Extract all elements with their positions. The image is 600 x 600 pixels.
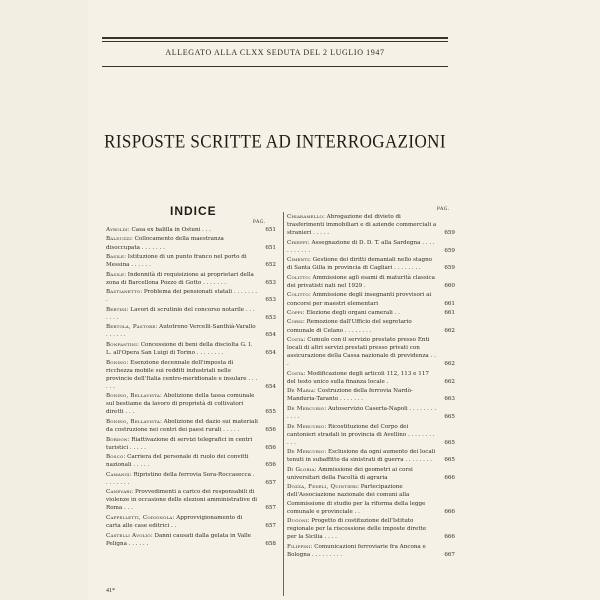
entry-page-number: 651 <box>265 244 276 251</box>
entry-name: Costa <box>287 337 304 344</box>
entry-name: Coppi <box>287 309 303 316</box>
index-entry <box>287 405 455 421</box>
entry-subject: : Danni causati dalla gelata in Valle Peligna . . . . . . <box>106 532 252 547</box>
page-title: RISPOSTE SCRITTE AD INTERROGAZIONI <box>104 130 446 153</box>
entry-page-number: 661 <box>444 300 455 307</box>
entry-page-number: 667 <box>444 551 455 558</box>
index-entry <box>287 370 455 386</box>
entry-subject: : Lavori di scrutinio del concorso notarile . . . . . . . <box>106 306 255 321</box>
index-entry <box>287 239 455 255</box>
entry-name: Bonino, Bellavista <box>106 393 160 400</box>
entry-subject: : Remozione dall'Ufficio del segretario comunale di Celano . . . . . . . . <box>287 319 412 334</box>
page-column-label-left: PAG. <box>253 220 266 225</box>
entry-name: Dozza, Fedeli, Quintieri <box>287 484 358 491</box>
index-entry <box>106 471 276 487</box>
entry-name: Bosco <box>106 454 124 461</box>
entry-page-number: 662 <box>444 327 455 334</box>
entry-name: Filippini <box>287 543 311 550</box>
entry-subject: : Cumulo con il servizio prestato presso Enti locali di altri servizi prestati presso privati con assicurazione della Cassa nazionale di previdenza . . . <box>287 337 436 368</box>
entry-subject: : Esenzione decennale dell'imposta di ricchezza mobile sui redditi industriali nelle provincie dell'Italia centro-meridionale e insulare . . . . . . <box>106 359 258 390</box>
entry-subject: : Approvvigionamento di carta alle case editrici . . <box>106 514 243 530</box>
entry-subject: : Autotreno Vercelli-Santhià-Varallo . . . . . . <box>106 324 256 339</box>
index-entry <box>106 359 276 391</box>
entry-name: Castelli Avolio <box>106 532 151 539</box>
entry-page-number: 666 <box>444 508 455 515</box>
header-bottom-rule <box>102 66 448 67</box>
entry-name: Bertini <box>106 306 127 313</box>
index-entry <box>287 543 455 559</box>
entry-subject: : Gestione dei diritti demaniali nello stagno di Santa Gilla in provincia di Cagliari . . . . . . . . <box>287 257 433 272</box>
index-heading: INDICE <box>170 204 217 218</box>
entry-page-number: 666 <box>444 474 455 481</box>
entry-name: Colitto <box>287 292 309 299</box>
entry-name: Costa <box>287 370 304 377</box>
session-header: ALLEGATO ALLA CLXX SEDUTA DEL 2 LUGLIO 1947 <box>165 48 385 57</box>
index-entry <box>287 483 455 515</box>
entry-name: Basile <box>106 271 125 278</box>
entry-subject: : Abolizione della tassa comunale sul bestiame da lavoro di proprietà di coltivatori diretti . . . <box>106 393 255 416</box>
entry-page-number: 662 <box>444 378 455 385</box>
entry-name: Colitto <box>287 274 309 281</box>
index-entry <box>106 392 276 416</box>
header-top-rule <box>102 37 448 39</box>
index-entry <box>287 423 455 447</box>
index-entry <box>287 213 455 237</box>
index-entry <box>287 448 455 464</box>
entry-name: Chieffi <box>287 239 308 246</box>
entry-subject: : Collocamento della maestranza disoccupata . . . . . . . <box>106 236 224 251</box>
index-entry <box>287 256 455 272</box>
entry-page-number: 659 <box>444 265 455 272</box>
entry-subject: : Carriera del personale di ruolo dei convitti nazionali . . . . . <box>106 454 249 469</box>
entry-name: De Maria <box>287 388 314 395</box>
index-entry <box>106 226 276 234</box>
entry-subject: : Costruzione della ferrovia Nardò-Manduria-Taranto . . . . . . . <box>287 388 413 403</box>
entry-subject: : Autoservizio Caserta-Napoli . . . . . . . . . . . . <box>287 405 437 421</box>
entry-subject: : Assegnazione di D. D. T. alla Sardegna . . . . . . . . . . . <box>287 239 435 254</box>
entry-subject: : Provvedimenti a carico dei responsabili di violenze in occasione delle elezioni amministrative di Roma . . . <box>106 489 258 512</box>
entry-page-number: 654 <box>265 350 276 357</box>
entry-page-number: 665 <box>444 414 455 421</box>
index-entry <box>287 318 455 334</box>
entry-name: Bastianetto <box>106 289 141 296</box>
entry-name: Corsi <box>287 319 303 326</box>
entry-page-number: 659 <box>444 230 455 237</box>
entry-page-number: 660 <box>444 282 455 289</box>
entry-subject: : Modificazione degli articoli 112, 113 e 117 del testo unico sulla finanza locale . <box>287 370 429 385</box>
entry-page-number: 653 <box>265 279 276 286</box>
entry-name: Balduzzi <box>106 236 131 243</box>
entry-page-number: 656 <box>265 427 276 434</box>
entry-subject: : Indennità di requisizione ai proprietari della zona di Barcellona Pozzo di Gotto . . . . . . . <box>106 271 254 286</box>
index-entry <box>106 253 276 269</box>
index-entry <box>287 387 455 403</box>
entry-name: Bonfantini <box>106 341 138 348</box>
entry-page-number: 659 <box>444 247 455 254</box>
index-entry <box>106 341 276 357</box>
entry-subject: : Abolizione del dazio sui materiali da costruzione nei centri dei paesi rurali . . . . . <box>106 418 258 434</box>
entry-name: De Mercurio <box>287 423 325 430</box>
entry-page-number: 658 <box>265 540 276 547</box>
index-entry <box>106 514 276 530</box>
entry-page-number: 665 <box>444 439 455 446</box>
entry-subject: : Elezione degli organi camerali . . <box>302 309 400 316</box>
entry-page-number: 654 <box>265 383 276 390</box>
index-column-left <box>106 226 276 549</box>
entry-subject: : Istituzione di un punto franco nel porto di Messina . . . . . . <box>106 254 247 269</box>
entry-page-number: 655 <box>265 409 276 416</box>
entry-page-number: 666 <box>444 534 455 541</box>
index-entry <box>106 288 276 304</box>
entry-subject: : Riattivazione di servizi telegrafici in centri turistici . . . . . <box>106 436 253 451</box>
entry-subject: : Ammissione dei geometri ai corsi universitari della Facoltà di agraria <box>287 466 413 481</box>
entry-name: Di Gloria <box>287 466 315 473</box>
index-column-right <box>287 213 455 560</box>
entry-page-number: 663 <box>444 396 455 403</box>
index-entry <box>287 309 455 317</box>
entry-name: Chiaramello <box>287 214 323 220</box>
entry-subject: : Ammissione agli esami di maturità classica dei privatisti nati nel 1929 . <box>287 274 435 289</box>
entry-name: Ayroldi <box>106 227 128 233</box>
entry-name: Bonino, Bellavista <box>106 418 160 425</box>
entry-subject: : Problema dei pensionati statali . . . . . . . . <box>106 289 257 304</box>
entry-page-number: 656 <box>265 462 276 469</box>
entry-name: Bordon <box>106 436 128 443</box>
entry-subject: : Casa ex balilla in Ostuni . . . <box>127 227 212 233</box>
entry-page-number: 657 <box>265 505 276 512</box>
entry-subject: : Esclusione da ogni aumento dei locali tenuti in subaffitto da sinistrati di guerra . . . . . . . . <box>287 449 436 464</box>
index-entry <box>106 323 276 339</box>
entry-subject: : Partecipazione dell'Associazione nazionale dei comuni alla Commissione di studio per la riforma della legge comunale e provinciale . . <box>287 484 426 515</box>
index-entry <box>287 274 455 290</box>
entry-page-number: 662 <box>444 361 455 368</box>
signature-mark: 41* <box>106 588 115 594</box>
index-entry <box>106 306 276 322</box>
index-entry <box>106 271 276 287</box>
index-entry <box>106 453 276 469</box>
entry-name: De Mercurio <box>287 405 325 412</box>
entry-subject: : Ricostituzione del Corpo dei cantonieri stradali in provincia di Avellino . . . . . . . . . . . <box>287 423 435 446</box>
entry-page-number: 656 <box>265 444 276 451</box>
entry-page-number: 661 <box>444 309 455 316</box>
entry-page-number: 665 <box>444 457 455 464</box>
entry-page-number: 657 <box>265 523 276 530</box>
entry-name: Bertola, Pastore <box>106 324 156 331</box>
entry-subject: : Progetto di costituzione dell'Istituto regionale per la riscossione delle imposte dirette per la Sicilia . . . . <box>287 518 427 541</box>
entry-subject: : Comunicazioni ferroviarie fra Ancona e Bologna . . . . . . . . . <box>287 543 426 558</box>
entry-page-number: 654 <box>265 332 276 339</box>
entry-name: De Mercurio <box>287 449 325 456</box>
index-entry <box>287 466 455 482</box>
entry-name: Dugoni <box>287 518 308 525</box>
entry-subject: : Ripristino della ferrovia Sora-Roccasecca . . . . . . . . <box>106 471 255 486</box>
entry-page-number: 653 <box>265 314 276 321</box>
entry-subject: : Ammissione degli insegnanti provvisori ai concorsi per maestri elementari <box>287 292 432 307</box>
entry-name: Canevari <box>106 489 132 496</box>
index-entry <box>106 488 276 512</box>
index-entry <box>106 436 276 452</box>
entry-name: Bonino <box>106 359 127 366</box>
entry-page-number: 653 <box>265 297 276 304</box>
index-entry <box>287 336 455 368</box>
index-entry <box>106 235 276 251</box>
entry-name: Cimenti <box>287 257 310 264</box>
entry-page-number: 651 <box>265 227 276 233</box>
index-entry <box>106 418 276 434</box>
entry-subject: : Concessione di beni della disciolta G. I. L. all'Opera San Luigi di Torino . . . . . . . . <box>106 341 253 357</box>
column-divider <box>283 212 284 596</box>
entry-name: Cappelletti, Codignola <box>106 514 173 521</box>
entry-name: Camangi <box>106 471 130 478</box>
index-entry <box>106 532 276 548</box>
entry-page-number: 652 <box>265 262 276 269</box>
index-entry <box>287 291 455 307</box>
header-top-rule-thin <box>102 41 448 42</box>
entry-name: Basile <box>106 254 125 261</box>
page-column-label-right: PAG. <box>437 207 450 212</box>
entry-subject: : Abrogazione del divieto di trasferimenti immobiliari e di aziende commerciali a stranieri . . . . . <box>287 214 437 237</box>
index-entry <box>287 517 455 541</box>
entry-page-number: 657 <box>265 479 276 486</box>
